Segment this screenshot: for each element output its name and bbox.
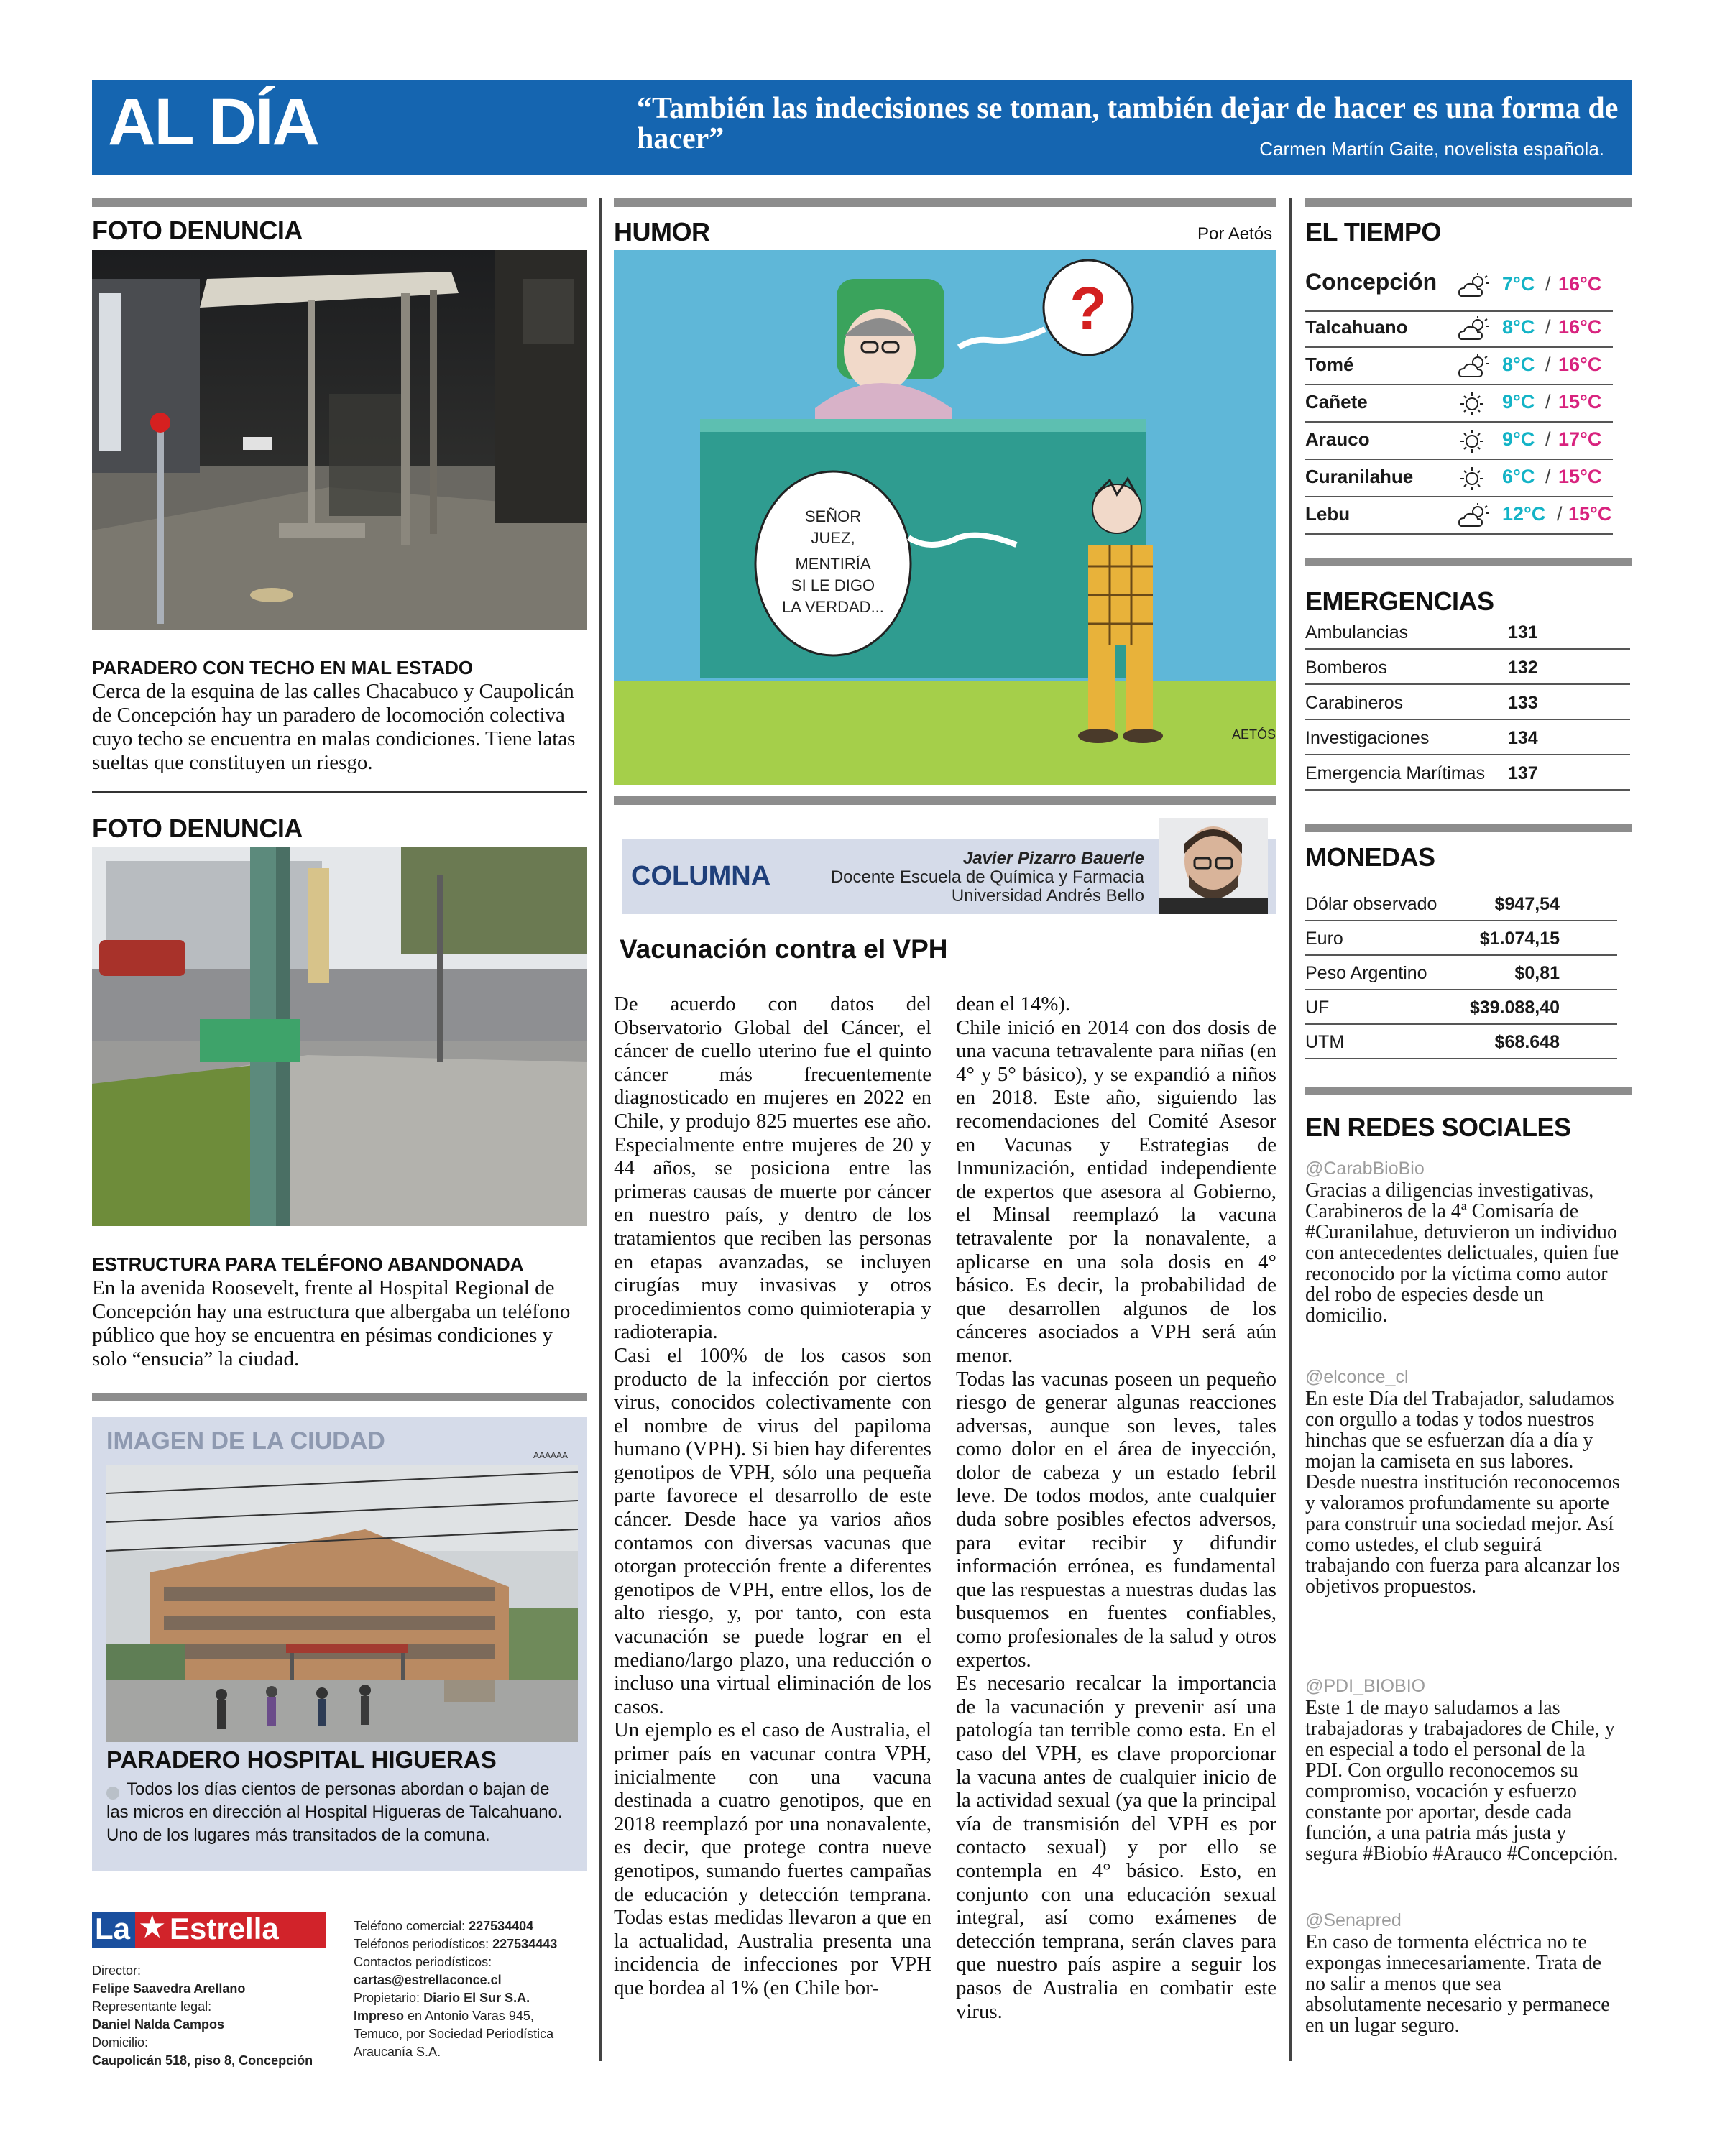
svg-text:MENTIRÍA: MENTIRÍA bbox=[795, 555, 871, 573]
currency-row bbox=[1305, 956, 1617, 990]
emergency-label: Investigaciones bbox=[1305, 728, 1430, 748]
city-name: Arauco bbox=[1305, 428, 1370, 450]
currency-value: $1.074,15 bbox=[1479, 929, 1560, 949]
director-label: Director: bbox=[92, 1963, 142, 1978]
director-name: Felipe Saavedra Arellano bbox=[92, 1981, 246, 1996]
social-heading: EN REDES SOCIALES bbox=[1305, 1112, 1571, 1142]
social-post-text: En caso de tormenta eléctrica no te expongas innecesariamente. Trata de no salir a menos que sea absolutamente necesario y permanece en un lugar seguro. bbox=[1305, 1931, 1610, 2037]
emergency-number: 133 bbox=[1508, 693, 1538, 713]
temp-separator: / bbox=[1545, 391, 1551, 413]
tel-per: 227534443 bbox=[492, 1937, 558, 1951]
author-role: Docente Escuela de Química y Farmacia bbox=[830, 867, 1144, 887]
author-institution: Universidad Andrés Bello bbox=[951, 886, 1144, 906]
temp-min: 12°C bbox=[1502, 503, 1546, 525]
divider bbox=[1305, 824, 1632, 832]
currency-label: Euro bbox=[1305, 929, 1343, 949]
weather-row-arauco bbox=[1305, 423, 1613, 460]
currency-label: Dólar observado bbox=[1305, 894, 1438, 914]
emergency-number: 137 bbox=[1508, 763, 1538, 783]
currency-value: $947,54 bbox=[1494, 894, 1560, 914]
tel-per-label: Teléfonos periodísticos: bbox=[354, 1937, 489, 1951]
foto-denuncia-heading: FOTO DENUNCIA bbox=[92, 216, 303, 245]
cartoon-signature: AETÓS bbox=[1232, 727, 1276, 742]
temp-min: 9°C bbox=[1502, 391, 1535, 413]
sun-icon bbox=[1456, 427, 1492, 456]
tel-com: 227534404 bbox=[469, 1919, 534, 1933]
emergency-number: 132 bbox=[1508, 658, 1538, 678]
column-body-2: dean el 14%). Chile inició en 2014 con dos dosis de una vacuna tetravalente para niñas (en 4° y 5° básico), y se expandió a niños en 2018. Este año, siguiendo las recomendaciones del Comité Asesor en Vacunas y Estrategias de Inmunización, entidad independiente de expertos que asesora al Gobierno, el Minsal reemplazó la vacuna tetravalente por la nonavalente, a aplicarse en una sola dosis en 4° básico. Es decir, la probabilidad de que desarrollen algunos de los cánceres asociados a VPH será aún menor. Todas las vacunas poseen un pequeño riesgo de generar algunas reacciones adversas, aunque son leves, tales como dolor en el área de inyección, dolor de cabeza y un estado febril leve. De todos modos, ante cualquier duda sobre posibles efectos adversos, para evitar recibir y difundir información errónea, es fundamental que las respuestas a nuestras dudas las busquemos en fuentes confiables, como profesionales de la salud y otros expertos. Es necesario recalcar la importancia de la vacunación y prevenir así una patología tan terrible como esta. En el caso del VPH, es clave proporcionar la vacuna antes de cualquier inicio de la actividad sexual (ya que la principal vía de transmisión del VPH es por contacto sexual) y por ello se contempla en 4° básico. Esto, en conjunto con una educación sexual integral, así como exámenes de detección temprana, serán claves para que nuestro país aspire a seguir los pasos de Australia en combatir este virus. bbox=[956, 992, 1276, 2023]
address-label: Domicilio: bbox=[92, 2035, 149, 2050]
weather-row-tomé bbox=[1305, 348, 1613, 385]
currencies-heading: MONEDAS bbox=[1305, 842, 1435, 872]
print-info: en Antonio Varas 945, Temuco, por Sociedad Periodística Araucanía S.A. bbox=[354, 2009, 554, 2059]
temp-max: 16°C bbox=[1558, 273, 1602, 295]
quote-author: Carmen Martín Gaite, novelista española. bbox=[1259, 138, 1604, 160]
city-image-text: Todos los días cientos de personas abordan o bajan de las micros en dirección al Hospital Higueras de Talcahuano. Uno de los lugares más transitados de la comuna. bbox=[106, 1779, 563, 1845]
currency-row bbox=[1305, 1025, 1617, 1059]
temp-min: 8°C bbox=[1502, 354, 1535, 375]
city-name: Talcahuano bbox=[1305, 316, 1408, 338]
temp-max: 15°C bbox=[1558, 466, 1602, 487]
rep-name: Daniel Naldа Campos bbox=[92, 2017, 225, 2032]
divider bbox=[614, 796, 1276, 805]
divider bbox=[1305, 558, 1632, 566]
partly-cloudy-icon bbox=[1456, 272, 1492, 300]
currency-row bbox=[1305, 921, 1617, 956]
emergency-number: 131 bbox=[1508, 622, 1538, 642]
social-handle: @Senapred bbox=[1305, 1910, 1402, 1930]
owner-label: Propietario: bbox=[354, 1991, 420, 2005]
caption-title: PARADERO CON TECHO EN MAL ESTADO bbox=[92, 657, 474, 678]
column-headline: Vacunación contra el VPH bbox=[620, 934, 948, 964]
author-photo bbox=[1159, 818, 1268, 914]
divider bbox=[614, 198, 1276, 207]
tel-com-label: Teléfono comercial: bbox=[354, 1919, 466, 1933]
emergency-label: Emergencia Marítimas bbox=[1305, 763, 1486, 783]
weather-row-lebu bbox=[1305, 497, 1613, 535]
emergency-row bbox=[1305, 650, 1630, 685]
phone-structure-photo bbox=[92, 847, 586, 1226]
svg-text:LA VERDAD...: LA VERDAD... bbox=[782, 598, 884, 616]
temp-separator: / bbox=[1545, 273, 1551, 295]
city-name: Cañete bbox=[1305, 391, 1368, 413]
emergency-row bbox=[1305, 756, 1630, 791]
emergency-row bbox=[1305, 615, 1630, 650]
social-handle: @CarabBioBio bbox=[1305, 1158, 1425, 1179]
star-icon: ★ bbox=[138, 1909, 167, 1945]
author-info bbox=[805, 849, 1144, 906]
humor-cartoon bbox=[614, 250, 1276, 785]
temp-separator: / bbox=[1545, 316, 1551, 338]
cartoon-author: Por Aetós bbox=[1197, 224, 1273, 244]
temp-max: 15°C bbox=[1558, 391, 1602, 413]
city-name: Curanilahue bbox=[1305, 466, 1414, 487]
temp-separator: / bbox=[1557, 503, 1563, 525]
social-post-text: En este Día del Trabajador, saludamos con orgullo a todas y todos nuestros hinchas que se esfuerzan día a día y mojan la camiseta en sus labores. Desde nuestra institución reconocemos y valoramos profundamente su aporte para construir una sociedad mejor. Así como ustedes, el club seguirá trabajando con fuerza para alcanzar los objetivos propuestos. bbox=[1305, 1388, 1620, 1598]
social-handle: @PDI_BIOBIO bbox=[1305, 1676, 1426, 1696]
divider bbox=[92, 198, 586, 207]
sun-icon bbox=[1456, 390, 1492, 418]
temp-min: 9°C bbox=[1502, 428, 1535, 450]
divider bbox=[1305, 1087, 1632, 1095]
social-handle: @elconce_cl bbox=[1305, 1367, 1409, 1387]
city-image-heading: IMAGEN DE LA CIUDAD bbox=[106, 1427, 385, 1455]
emergency-label: Ambulancias bbox=[1305, 622, 1409, 642]
currency-label: UTM bbox=[1305, 1032, 1345, 1052]
currency-label: Peso Argentino bbox=[1305, 963, 1427, 983]
currency-label: UF bbox=[1305, 998, 1330, 1018]
temp-min: 7°C bbox=[1502, 273, 1535, 295]
hospital-photo bbox=[106, 1465, 578, 1742]
social-post-text: Gracias a diligencias investigativas, Carabineros de la 4ª Comisaría de #Curanilahue, detuvieron un individuo con antecedentes delictuales, quien fue reconocido por la víctima como autor del robo de especies desde un domicilio. bbox=[1305, 1179, 1619, 1327]
foto-denuncia-heading: FOTO DENUNCIA bbox=[92, 814, 303, 843]
column-label: COLUMNA bbox=[631, 861, 771, 891]
svg-text:SEÑOR: SEÑOR bbox=[804, 507, 862, 525]
city-image-title: PARADERO HOSPITAL HIGUERAS bbox=[106, 1746, 497, 1773]
temp-max: 17°C bbox=[1558, 428, 1602, 450]
temp-max: 16°C bbox=[1558, 354, 1602, 375]
temp-max: 15°C bbox=[1568, 503, 1612, 525]
photo-credit: AAAAAA bbox=[533, 1450, 569, 1460]
temp-separator: / bbox=[1545, 354, 1551, 375]
emergency-row bbox=[1305, 721, 1630, 755]
contact-label: Contactos periodísticos: bbox=[354, 1955, 492, 1969]
caption-title: ESTRUCTURA PARA TELÉFONO ABANDONADA bbox=[92, 1253, 524, 1275]
svg-text:SI LE DIGO: SI LE DIGO bbox=[791, 576, 875, 594]
currency-row bbox=[1305, 887, 1617, 921]
svg-text:JUEZ,: JUEZ, bbox=[811, 529, 855, 547]
caption-text: Cerca de la esquina de las calles Chacabuco y Caupolicán de Concepción hay un paradero de locomoción colectiva cuyo techo se encuentra en malas condiciones. Tiene latas sueltas que constituyen un riesgo. bbox=[92, 680, 576, 774]
temp-separator: / bbox=[1545, 428, 1551, 450]
currency-value: $0,81 bbox=[1514, 963, 1560, 983]
city-name: Tomé bbox=[1305, 354, 1354, 375]
weather-row-concepción bbox=[1305, 267, 1613, 312]
city-name: Concepción bbox=[1305, 269, 1438, 295]
emergency-label: Carabineros bbox=[1305, 693, 1404, 713]
column-divider bbox=[1289, 198, 1292, 2061]
sun-icon bbox=[1456, 464, 1492, 493]
weather-heading: EL TIEMPO bbox=[1305, 217, 1441, 247]
partly-cloudy-icon bbox=[1456, 352, 1492, 381]
bullet-icon bbox=[106, 1787, 119, 1800]
weather-row-curanilahue bbox=[1305, 460, 1613, 497]
temp-max: 16°C bbox=[1558, 316, 1602, 338]
temp-min: 6°C bbox=[1502, 466, 1535, 487]
humor-heading: HUMOR bbox=[614, 217, 710, 247]
temp-min: 8°C bbox=[1502, 316, 1535, 338]
emergency-number: 134 bbox=[1508, 728, 1538, 748]
caption-text: En la avenida Roosevelt, frente al Hospital Regional de Concepción hay una estructura que albergaba un teléfono público que hoy se encuentra en pésimas condiciones y solo “ensucia” la ciudad. bbox=[92, 1276, 571, 1370]
print-label: Impreso bbox=[354, 2009, 405, 2023]
weather-row-talcahuano bbox=[1305, 310, 1613, 348]
emergencies-heading: EMERGENCIAS bbox=[1305, 586, 1494, 616]
divider bbox=[92, 791, 586, 793]
weather-row-cañete bbox=[1305, 385, 1613, 423]
temp-separator: / bbox=[1545, 466, 1551, 487]
bus-stop-photo bbox=[92, 250, 586, 630]
address: Caupolicán 518, piso 8, Concepción bbox=[92, 2053, 313, 2068]
partly-cloudy-icon bbox=[1456, 315, 1492, 344]
divider bbox=[92, 1393, 586, 1401]
currency-value: $39.088,40 bbox=[1469, 998, 1560, 1018]
header-quote: “También las indecisiones se toman, también dejar de hacer es una forma de hacer” bbox=[637, 92, 1619, 155]
emergency-label: Bomberos bbox=[1305, 658, 1387, 678]
column-body-1: De acuerdo con datos del Observatorio Global del Cáncer, el cáncer de cuello uterino fue el quinto cáncer más frecuentemente diagnosticado en mujeres en 2022 en Chile, y produjo 825 muertes ese año. Especialmente entre mujeres de 20 y 44 años, se posiciona entre las primeras causas de muerte por cáncer en nuestro país, y dentro de los tratamientos que reciben las personas en etapas avanzadas, se incluyen cirugías muy invasivas y otros procedimientos como quimioterapia y radioterapia. Casi el 100% de los casos son producto de la infección por ciertos virus, conocidos colectivamente con el nombre de virus del papiloma humano (VPH). Si bien hay diferentes genotipos de VPH, sólo una pequeña parte favorece el desarrollo de este cáncer. Desde hace ya varios años contamos con diversas vacunas que otorgan protección frente a diferentes genotipos de VPH, entre ellos, los de alto riesgo, y, por tanto, con esta vacunación se puede lograr en el mediano/largo plazo, una reducción o incluso una virtual eliminación de los casos. Un ejemplo es el caso de Australia, el primer país en vacunar contra VPH, inicialmente con una vacuna destinada a cuatro genotipos, que en 2018 reemplazó por una nonavalente, es decir, que protege contra nueve genotipos, sumando fuertes campañas de educación y detección temprana. Todas estas medidas llevaron a que en la actualidad, Australia presenta una incidencia de infecciones por VPH que bordea al 1% (en Chile bor- bbox=[614, 992, 932, 1999]
city-name: Lebu bbox=[1305, 503, 1351, 525]
partly-cloudy-icon bbox=[1456, 502, 1492, 530]
author-name: Javier Pizarro Bauerle bbox=[962, 849, 1144, 868]
section-title: AL DÍA bbox=[108, 86, 318, 159]
question-mark: ? bbox=[1070, 275, 1107, 342]
contact-email: cartas@estrellaconce.cl bbox=[354, 1973, 502, 1987]
currency-value: $68.648 bbox=[1494, 1032, 1560, 1052]
owner: Diario El Sur S.A. bbox=[423, 1991, 530, 2005]
social-post-text: Este 1 de mayo saludamos a las trabajadoras y trabajadores de Chile, y en especial a todo el personal de la PDI. Con orgullo reconocemos su compromiso, vocación y esfuerzo constante por aportar, desde cada función, a una patria más justa y segura #Biobío #Arauco #Concepción. bbox=[1305, 1697, 1619, 1865]
column-divider bbox=[599, 198, 602, 2061]
divider bbox=[1305, 198, 1632, 207]
currency-row bbox=[1305, 990, 1617, 1025]
la-estrella-logo: La ★ Estrella bbox=[92, 1909, 326, 1950]
rep-label: Representante legal: bbox=[92, 1999, 212, 2014]
emergency-row bbox=[1305, 686, 1630, 720]
